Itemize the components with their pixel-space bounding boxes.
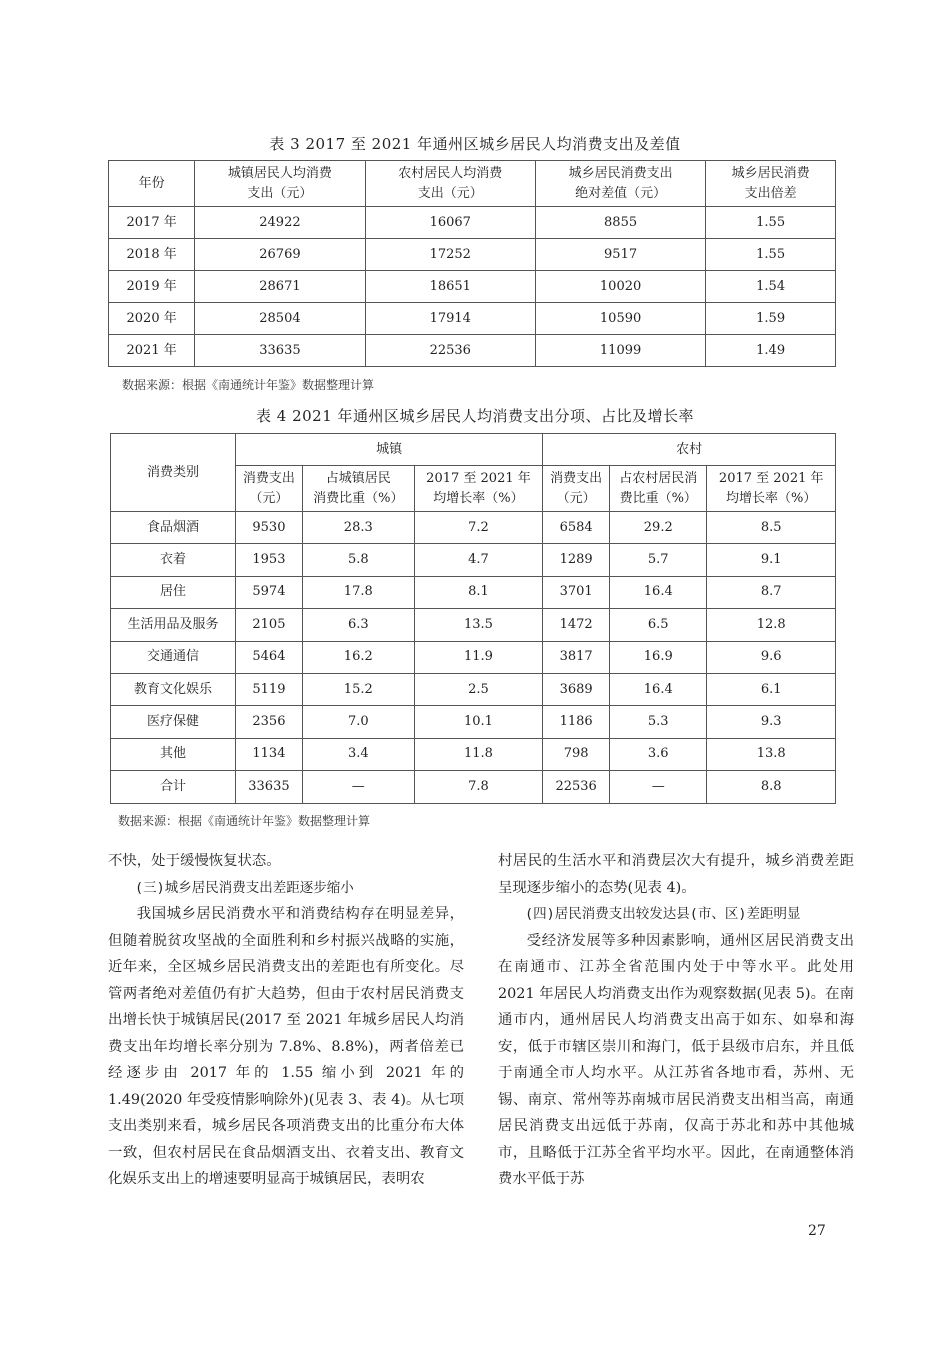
- table4-cell: 教育文化娱乐: [111, 673, 236, 705]
- table4-cell: 33635: [236, 771, 303, 803]
- table4-group-header-row: [111, 434, 836, 466]
- body-paragraph: 我国城乡居民消费水平和消费结构存在明显差异，但随着脱贫攻坚战的全面胜利和乡村振兴战略的实施，近年来，全区城乡居民消费支出的差距也有所变化。尽管两者绝对差值仍有扩大趋势，但由于农村居民消费支出增长快于城镇居民(2017 至 2021 年城乡居民人均消费支出年均增长率分别为 7.8%、8.8%)，两者倍差已经逐步由 2017 年的 1.55 缩小到 2021 年的 1.49(2020 年受疫情影响除外)(见表 3、表 4)。从七项支出类别来看，城乡居民各项消费支出的比重分布大体一致，但农村居民在食品烟酒支出、衣着支出、教育文化娱乐支出上的增速要明显高于城镇居民，表明农: [108, 906, 464, 1187]
- table4-row: [111, 576, 836, 608]
- table3-header-cell: 城乡居民消费支出 绝对差值（元）: [535, 161, 705, 207]
- table3-cell: 17252: [365, 239, 535, 271]
- table4-cell: 3817: [543, 641, 610, 673]
- table4-cell: 7.0: [302, 706, 414, 738]
- table3-header-row: [109, 161, 836, 207]
- table4-cell: 9.1: [707, 544, 836, 576]
- table4-cell: 2356: [236, 706, 303, 738]
- table4-cell: 5974: [236, 576, 303, 608]
- table4-cell: 2.5: [414, 673, 543, 705]
- table3-cell: 28671: [195, 271, 365, 303]
- section-subheading: (三)城乡居民消费支出差距逐步缩小: [135, 879, 354, 896]
- table3-cell: 1.55: [706, 207, 836, 239]
- table4-cell: 13.5: [414, 609, 543, 641]
- table3-header-cell: 年份: [109, 161, 195, 207]
- table4-row: [111, 706, 836, 738]
- table4-cell: 7.8: [414, 771, 543, 803]
- table4-cell: 5.8: [302, 544, 414, 576]
- table3-cell: 1.49: [706, 335, 836, 367]
- table4-cell: 居住: [111, 576, 236, 608]
- table4-cell: —: [302, 771, 414, 803]
- table4-row: [111, 738, 836, 770]
- table4-cell: 28.3: [302, 512, 414, 544]
- table4-cell: 8.8: [707, 771, 836, 803]
- table4-cell: 3689: [543, 673, 610, 705]
- table3-cell: 26769: [195, 239, 365, 271]
- table3-cell: 2020 年: [109, 303, 195, 335]
- table3-row: [109, 335, 836, 367]
- table3-cell: 1.54: [706, 271, 836, 303]
- table4-cell: 6.5: [610, 609, 707, 641]
- table4-category-header: 消费类别: [111, 434, 236, 512]
- table4-cell: 5.3: [610, 706, 707, 738]
- table4-cell: 1472: [543, 609, 610, 641]
- body-right-column: [498, 848, 854, 1193]
- table3-cell: 24922: [195, 207, 365, 239]
- table3-cell: 9517: [535, 239, 705, 271]
- table4-group-urban: 城镇: [236, 434, 543, 466]
- table3-cell: 22536: [365, 335, 535, 367]
- table3-cell: 16067: [365, 207, 535, 239]
- table4-cell: 医疗保健: [111, 706, 236, 738]
- table4-cell: 11.8: [414, 738, 543, 770]
- table4-cell: 其他: [111, 738, 236, 770]
- table4-source: 数据来源：根据《南通统计年鉴》数据整理计算: [118, 814, 371, 828]
- table4-cell: 交通通信: [111, 641, 236, 673]
- table4-cell: 9.6: [707, 641, 836, 673]
- table4-sub-header-cell: 占农村居民消 费比重（%）: [610, 466, 707, 512]
- table4-cell: 16.2: [302, 641, 414, 673]
- table3-cell: 10590: [535, 303, 705, 335]
- table4-cell: 5464: [236, 641, 303, 673]
- table4-cell: 1289: [543, 544, 610, 576]
- table3-cell: 18651: [365, 271, 535, 303]
- table3-source: 数据来源：根据《南通统计年鉴》数据整理计算: [122, 378, 375, 392]
- table3-cell: 2021 年: [109, 335, 195, 367]
- table3-cell: 10020: [535, 271, 705, 303]
- table-4: [110, 433, 836, 804]
- table4-sub-header-cell: 2017 至 2021 年 均增长率（%）: [707, 466, 836, 512]
- body-paragraph: 不快，处于缓慢恢复状态。: [108, 853, 281, 869]
- table4-cell: 5119: [236, 673, 303, 705]
- table4-cell: 8.5: [707, 512, 836, 544]
- table4-cell: 15.2: [302, 673, 414, 705]
- table4-row: [111, 609, 836, 641]
- table4-cell: 合计: [111, 771, 236, 803]
- table4-cell: 3701: [543, 576, 610, 608]
- table4-cell: 17.8: [302, 576, 414, 608]
- table3-cell: 17914: [365, 303, 535, 335]
- page-number: 27: [808, 1223, 826, 1239]
- table4-cell: 衣着: [111, 544, 236, 576]
- table3-cell: 11099: [535, 335, 705, 367]
- table4-sub-header-cell: 2017 至 2021 年 均增长率（%）: [414, 466, 543, 512]
- table3-cell: 2017 年: [109, 207, 195, 239]
- section-subheading: (四)居民消费支出较发达县(市、区)差距明显: [525, 906, 801, 922]
- table4-cell: 6.3: [302, 609, 414, 641]
- table4-cell: 4.7: [414, 544, 543, 576]
- table4-cell: 16.9: [610, 641, 707, 673]
- table4-cell: 8.1: [414, 576, 543, 608]
- table4-row: [111, 771, 836, 803]
- table4-cell: 22536: [543, 771, 610, 803]
- table3-caption: 表 3 2017 至 2021 年通州区城乡居民人均消费支出及差值: [269, 135, 681, 153]
- table4-cell: 16.4: [610, 576, 707, 608]
- table4-cell: 7.2: [414, 512, 543, 544]
- table4-cell: 16.4: [610, 673, 707, 705]
- table4-cell: 2105: [236, 609, 303, 641]
- table3-header-cell: 城镇居民人均消费 支出（元）: [195, 161, 365, 207]
- table4-cell: 798: [543, 738, 610, 770]
- table4-row: [111, 673, 836, 705]
- table4-cell: 10.1: [414, 706, 543, 738]
- table4-group-rural: 农村: [543, 434, 836, 466]
- table4-cell: 3.6: [610, 738, 707, 770]
- table4-cell: 5.7: [610, 544, 707, 576]
- table4-cell: 12.8: [707, 609, 836, 641]
- table4-sub-header-cell: 占城镇居民 消费比重（%）: [302, 466, 414, 512]
- table4-cell: 9530: [236, 512, 303, 544]
- table3-header-cell: 农村居民人均消费 支出（元）: [365, 161, 535, 207]
- table4-row: [111, 641, 836, 673]
- table3-cell: 1.55: [706, 239, 836, 271]
- table3-row: [109, 207, 836, 239]
- table4-sub-header-cell: 消费支出 （元）: [236, 466, 303, 512]
- table4-sub-header-cell: 消费支出 （元）: [543, 466, 610, 512]
- table4-cell: 1186: [543, 706, 610, 738]
- table4-cell: 8.7: [707, 576, 836, 608]
- table3-cell: 1.59: [706, 303, 836, 335]
- body-paragraph: 村居民的生活水平和消费层次大有提升，城乡消费差距呈现逐步缩小的态势(见表 4)。: [498, 853, 854, 896]
- table3-header-cell: 城乡居民消费 支出倍差: [706, 161, 836, 207]
- table4-cell: 生活用品及服务: [111, 609, 236, 641]
- table3-cell: 28504: [195, 303, 365, 335]
- table4-row: [111, 544, 836, 576]
- table4-caption: 表 4 2021 年通州区城乡居民人均消费支出分项、占比及增长率: [255, 407, 695, 425]
- table4-cell: 11.9: [414, 641, 543, 673]
- table4-row: [111, 512, 836, 544]
- table3-cell: 33635: [195, 335, 365, 367]
- table3-cell: 2019 年: [109, 271, 195, 303]
- table4-cell: 1134: [236, 738, 303, 770]
- table4-cell: —: [610, 771, 707, 803]
- table4-cell: 6.1: [707, 673, 836, 705]
- table4-cell: 13.8: [707, 738, 836, 770]
- table3-cell: 8855: [535, 207, 705, 239]
- table-3: [108, 160, 836, 367]
- table3-row: [109, 271, 836, 303]
- table4-cell: 食品烟酒: [111, 512, 236, 544]
- table4-cell: 3.4: [302, 738, 414, 770]
- table3-cell: 2018 年: [109, 239, 195, 271]
- table4-cell: 9.3: [707, 706, 836, 738]
- table3-row: [109, 303, 836, 335]
- table4-cell: 29.2: [610, 512, 707, 544]
- body-left-column: [108, 848, 464, 1193]
- body-paragraph: 受经济发展等多种因素影响，通州区居民消费支出在南通市、江苏全省范围内处于中等水平。此处用 2021 年居民人均消费支出作为观察数据(见表 5)。在南通市内，通州居民人均消费支出高于如东、如皋和海安，低于市辖区崇川和海门，低于县级市启东，并且低于南通全市人均水平。从江苏省各地市看，苏州、无锡、南京、常州等苏南城市居民消费支出相当高，南通居民消费支出远低于苏南，仅高于苏北和苏中其他城市，且略低于江苏全省平均水平。因此，在南通整体消费水平低于苏: [498, 932, 854, 1187]
- table3-row: [109, 239, 836, 271]
- table4-cell: 1953: [236, 544, 303, 576]
- table4-cell: 6584: [543, 512, 610, 544]
